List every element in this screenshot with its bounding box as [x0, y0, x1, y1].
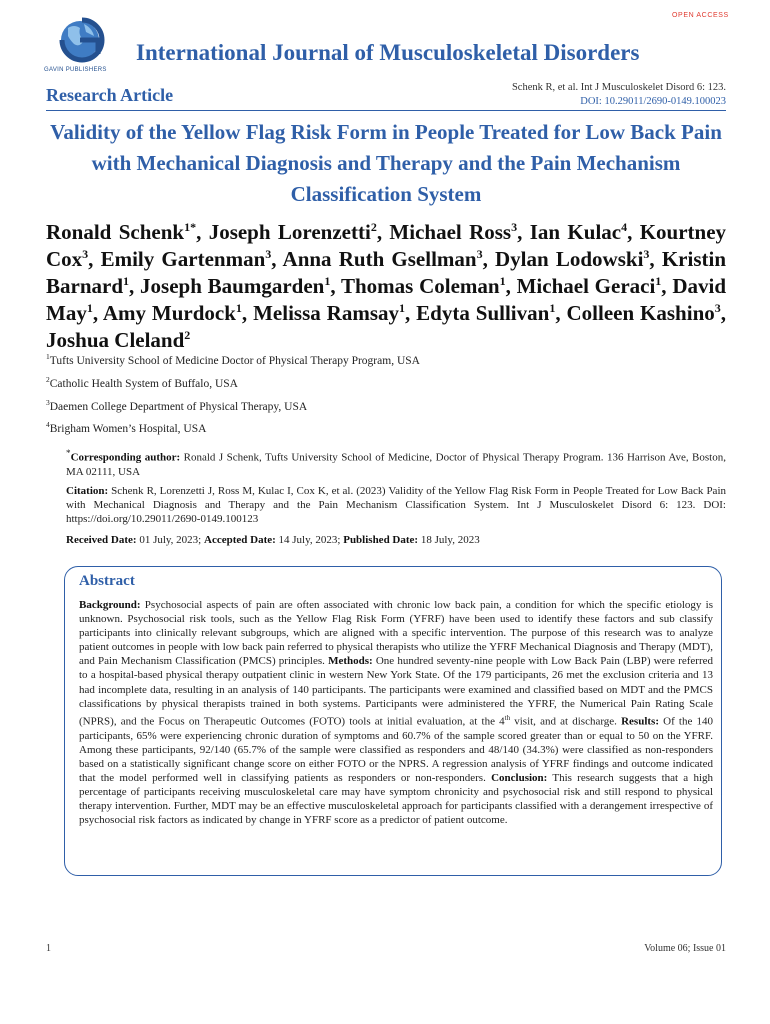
accepted-date: 14 July, 2023; — [275, 534, 344, 546]
citation — [66, 484, 726, 526]
methods-text: One hundred seventy-nine people with Low Back Pain (LBP) were referred to a hospital-based physical therapy outpatient clinic in western New York State. Of the 179 participants, 26 met the exclusion criteria and 13 had incomplete data, resulting in an analysis of 140 participants. The participants were examined and classified based on MDT and the PMCS classifications by physical therapists trained in both systems. Participants were administered the YFRF, the Numerical Pain Rating Scale (NPRS), and the Focus on Therapeutic Outcomes (FOTO) tools at initial evaluation, at the 4 — [79, 655, 713, 728]
affiliation-3 — [46, 398, 307, 413]
affiliation-text: Catholic Health System of Buffalo, USA — [49, 377, 238, 390]
received-date: 01 July, 2023; — [136, 534, 204, 546]
author-name: Kourtney Cox — [46, 220, 727, 271]
author-sup: 1 — [399, 301, 405, 315]
affiliation-sup: 3 — [46, 398, 50, 407]
author-sup: 1 — [324, 274, 331, 288]
corresponding-text: Ronald J Schenk, Tufts University School of Medicine, Doctor of Physical Therapy Program. 136 Harrison Ave, Boston, MA 02111, USA — [66, 451, 726, 478]
author-name: Joshua Cleland — [46, 328, 185, 352]
header-divider — [46, 110, 726, 111]
corresponding-sup: * — [66, 448, 71, 458]
accepted-label: Accepted Date: — [204, 534, 276, 546]
author-name: David May — [46, 274, 726, 325]
page-number: 1 — [46, 943, 51, 954]
author-sup: 1 — [86, 301, 93, 315]
author-name: Edyta Sullivan — [416, 301, 550, 325]
affiliation-2 — [46, 375, 238, 390]
author-name: Melissa Ramsay — [253, 301, 399, 325]
author-sup: 3 — [643, 247, 650, 261]
author-name: Ronald Schenk — [46, 220, 185, 244]
affiliation-text: Tufts University School of Medicine Doctor of Physical Therapy Program, USA — [49, 354, 420, 367]
doi-link[interactable]: DOI: 10.29011/2690-0149.100023 — [580, 96, 726, 107]
journal-title: International Journal of Musculoskeletal Disorders — [136, 40, 640, 65]
published-date: 18 July, 2023 — [418, 534, 480, 546]
affiliation-4 — [46, 420, 206, 435]
affiliation-text: Brigham Women’s Hospital, USA — [49, 422, 207, 435]
citation-label: Citation: — [66, 485, 109, 497]
affiliation-sup: 1 — [46, 352, 50, 361]
author-name: Joseph Baumgarden — [140, 274, 325, 298]
corresponding-author — [66, 446, 726, 479]
globe-logo-icon — [44, 14, 126, 70]
author-name: Dylan Lodowski — [495, 247, 644, 271]
affiliation-sup: 2 — [46, 375, 50, 384]
author-name: Michael Geraci — [516, 274, 656, 298]
conclusion-label: Conclusion: — [491, 771, 548, 784]
author-sup: 1 — [235, 301, 242, 315]
conclusion-text: This research suggests that a high percentage of participants receiving musculoskeletal care may have symptom chronicity and psychosocial risk and still respond to physical therapy intervention. Further, MDT may be an effective musculoskeletal approach for participants classified with a derangement irrespective of psychosocial risk factors as indicated by change in YFRF score as a predictor of patient outcome. — [79, 771, 713, 827]
citation-text: Schenk R, Lorenzetti J, Ross M, Kulac I, Cox K, et al. (2023) Validity of the Yellow Flag Risk Form in People Treated for Low Back Pain with Mechanical Diagnosis and Therapy and the Pain Mechanism Classification System. Int J Musculoskelet Disord 6: 123. DOI: https://doi.org/10.29011/2690-0149.100123 — [66, 485, 726, 525]
author-sup: 1 — [499, 274, 506, 288]
author-name: Kristin Barnard — [46, 247, 726, 298]
author-sup: 1 — [655, 274, 662, 288]
author-name: Emily Gartenman — [100, 247, 266, 271]
received-label: Received Date: — [66, 534, 137, 546]
affiliation-sup: 4 — [46, 420, 50, 429]
author-sup: 2 — [370, 220, 377, 234]
author-sup: 1* — [184, 220, 197, 234]
author-sup: 3 — [82, 247, 89, 261]
author-name: Thomas Coleman — [340, 274, 500, 298]
author-sup: 1 — [123, 274, 130, 288]
results-label: Results: — [621, 715, 659, 728]
author-sup: 4 — [621, 220, 628, 234]
author-name: Ian Kulac — [529, 220, 622, 244]
author-sup: 3 — [714, 301, 721, 315]
corresponding-label: Corresponding author: — [70, 451, 181, 464]
affiliation-1 — [46, 352, 420, 367]
abstract-heading: Abstract — [79, 573, 135, 589]
methods-label: Methods: — [328, 655, 373, 668]
author-sup: 1 — [549, 301, 556, 315]
author-sup: 3 — [511, 220, 518, 234]
author-name: Amy Murdock — [102, 301, 236, 325]
published-label: Published Date: — [343, 534, 419, 546]
citation-short: Schenk R, et al. Int J Musculoskelet Disord 6: 123. — [511, 82, 726, 93]
abstract-text — [79, 598, 713, 827]
author-name: Anna Ruth Gsellman — [282, 247, 477, 271]
results-text: Of the 140 participants, 65% were experiencing chronic duration of symptoms and 60.7% of the sample scored greater than or equal to 50 on the YFRF. Among these participants, 92/140 (65.7% of the sample were classified as responders and 48/140 (34.3%) were classified as non-responders based on a statistically significant change score on either FOTO or the NPRS. A regression analysis of YFRF findings and outcome indicated that the model performed well in classifying patients as responders or non-responders. — [79, 715, 714, 784]
article-type: Research Article — [46, 85, 174, 105]
publisher-name: GAVIN PUBLISHERS — [44, 67, 107, 73]
author-name: Colleen Kashino — [566, 301, 715, 325]
affiliation-text: Daemen College Department of Physical Therapy, USA — [49, 400, 308, 413]
author-sup: 3 — [265, 247, 272, 261]
dates-line — [66, 533, 726, 547]
background-label: Background: — [79, 599, 141, 611]
methods-text-cont: visit, and at discharge. — [510, 715, 622, 728]
background-text: Psychosocial aspects of pain are often associated with chronic low back pain, a condition for which the specific etiology is unknown. Psychosocial risk tools, such as the Yellow Flag Risk Form (YFRF) have been used to identify these factors and sub classify participants into clinically relevant subgroups, which are aligned with a specific intervention. The purpose of this research was to analyze patient outcomes in people with low back pain referred to physical therapists who utilize the YFRF Mechanical Diagnosis and Therapy (MDT), and Pain Mechanism Classification (PMCS) principles. — [79, 599, 713, 668]
author-list: Ronald Schenk$^{1*}$, Joseph Lorenzetti$^2$, Michael Ross$^3$, Ian Kulac$^4$, Kourtney Cox$^3$, Emily Gartenman$^3$, Anna Ruth Gsellman$^3$, Dylan Lodowski$^3$, Kristin Barnard$^1$, Joseph Baumgarden$^1$, Thomas Coleman$^1$, Michael Geraci$^1$, David May$^1$, Amy Murdock$^1$, Melissa Ramsay$^1$, Edyta Sullivan$^1$, Colleen Kashino$^3$, Joshua Cleland$^2$ — [46, 220, 727, 352]
author-name: Joseph Lorenzetti — [208, 220, 371, 244]
author-sup: 2 — [184, 328, 191, 342]
author-sup: 3 — [476, 247, 483, 261]
volume-issue: Volume 06; Issue 01 — [644, 943, 726, 954]
methods-sup: th — [504, 713, 511, 722]
open-access-badge: OPEN ACCESS — [672, 12, 729, 19]
paper-title: Validity of the Yellow Flag Risk Form in People Treated for Low Back Pain with Mechanical Diagnosis and Therapy and the Pain Mechanism Classification System — [50, 120, 722, 206]
author-name: Michael Ross — [389, 220, 512, 244]
